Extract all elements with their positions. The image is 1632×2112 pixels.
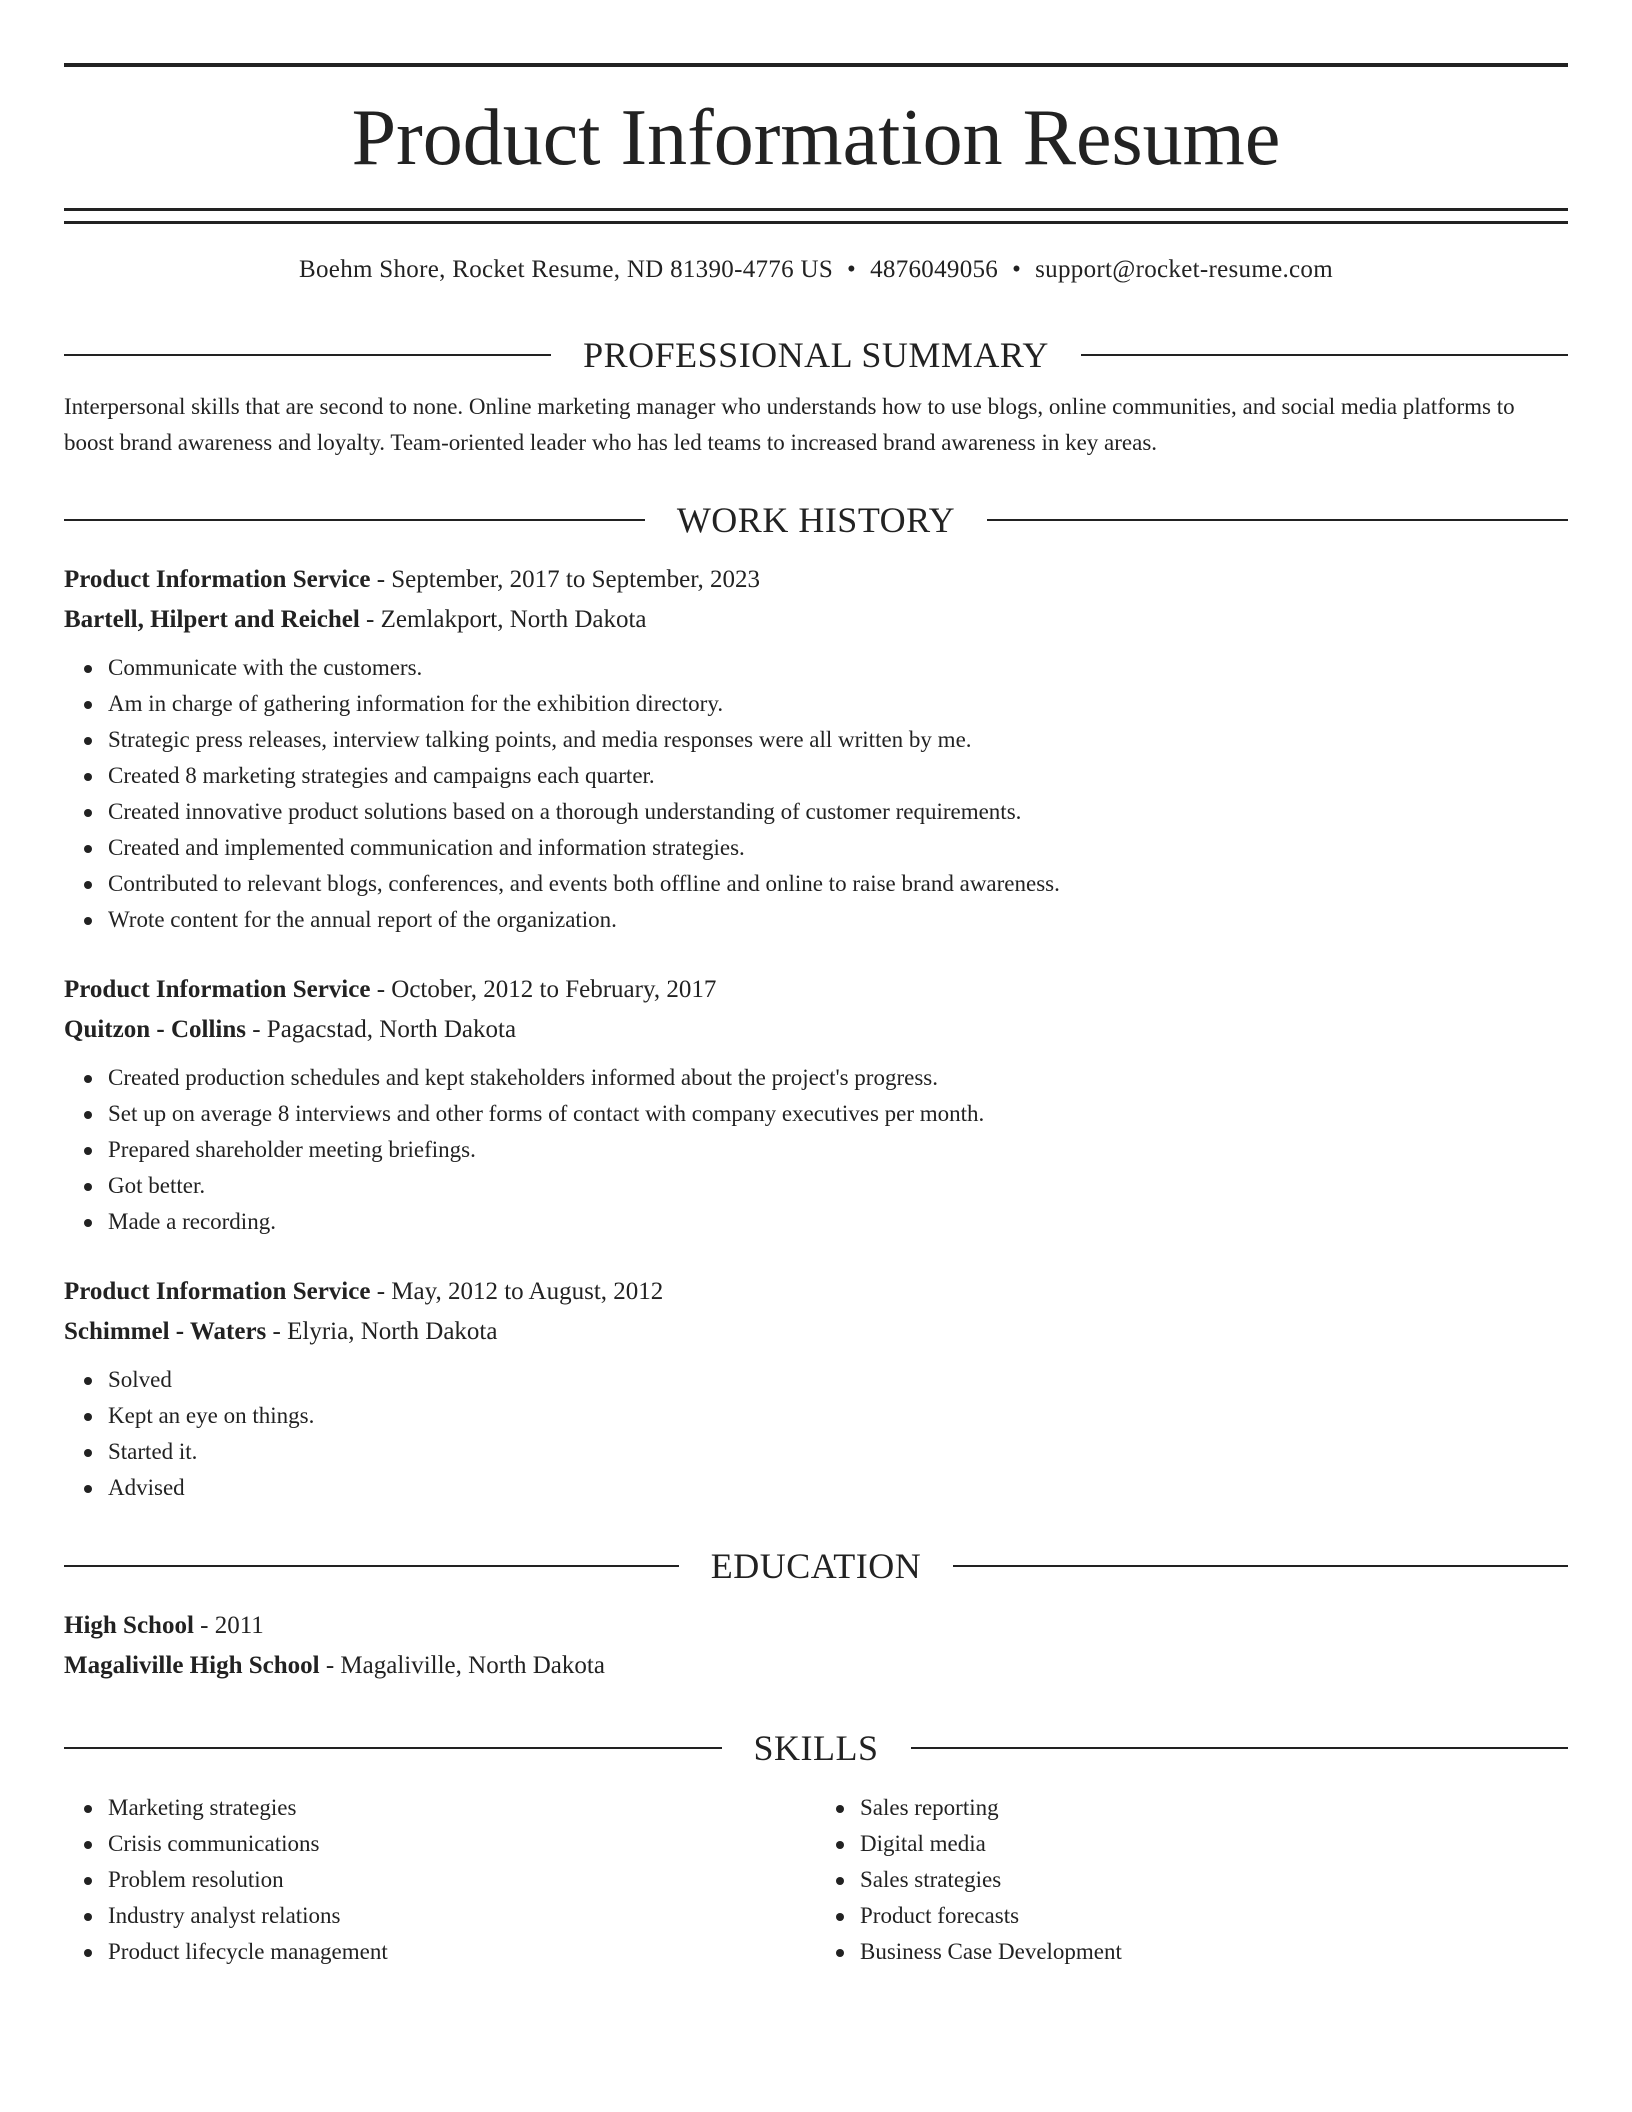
list-item: Strategic press releases, interview talking points, and media responses were all written by me. bbox=[108, 722, 1568, 758]
job-entry bbox=[64, 970, 1568, 1240]
skill-item: Product lifecycle management bbox=[108, 1934, 816, 1970]
list-item: Communicate with the customers. bbox=[108, 650, 1568, 686]
job-entry bbox=[64, 1272, 1568, 1506]
list-item: Solved bbox=[108, 1362, 1568, 1398]
list-item: Prepared shareholder meeting briefings. bbox=[108, 1132, 1568, 1168]
school-line bbox=[64, 1646, 1568, 1686]
heading-rule bbox=[1081, 354, 1568, 356]
job-dates: - September, 2017 to September, 2023 bbox=[370, 566, 761, 593]
heading-rule bbox=[953, 1565, 1568, 1567]
degree: High School bbox=[64, 1612, 194, 1639]
contact-separator: • bbox=[1012, 256, 1022, 283]
job-role: Product Information Service bbox=[64, 566, 371, 593]
job-title-line bbox=[64, 560, 1568, 600]
school-location: - Magaliville, North Dakota bbox=[319, 1652, 605, 1679]
job-company-line bbox=[64, 1312, 1568, 1352]
summary-heading bbox=[64, 333, 1568, 377]
job-company-line bbox=[64, 1010, 1568, 1050]
email: support@rocket-resume.com bbox=[1035, 256, 1333, 283]
job-dates: - October, 2012 to February, 2017 bbox=[370, 976, 717, 1003]
work-history-section bbox=[64, 498, 1568, 1506]
job-entry bbox=[64, 560, 1568, 938]
skill-item: Product forecasts bbox=[860, 1898, 1568, 1934]
list-item: Started it. bbox=[108, 1434, 1568, 1470]
job-location: - Elyria, North Dakota bbox=[266, 1318, 498, 1345]
job-company: Schimmel - Waters bbox=[64, 1318, 267, 1345]
section-title: SKILLS bbox=[753, 1728, 879, 1768]
skills-right-list bbox=[816, 1790, 1568, 1970]
section-title: PROFESSIONAL SUMMARY bbox=[583, 335, 1049, 375]
skill-item: Digital media bbox=[860, 1826, 1568, 1862]
job-company-line bbox=[64, 600, 1568, 640]
skill-item: Business Case Development bbox=[860, 1934, 1568, 1970]
list-item: Created 8 marketing strategies and campaigns each quarter. bbox=[108, 758, 1568, 794]
contact-separator: • bbox=[847, 256, 857, 283]
school-name: Magaliville High School bbox=[64, 1652, 320, 1679]
section-title: EDUCATION bbox=[710, 1546, 922, 1586]
education-entry bbox=[64, 1606, 1568, 1686]
list-item: Contributed to relevant blogs, conferences, and events both offline and online to raise brand awareness. bbox=[108, 866, 1568, 902]
job-location: - Pagacstad, North Dakota bbox=[245, 1016, 517, 1043]
heading-rule bbox=[64, 519, 645, 521]
job-company: Quitzon - Collins bbox=[64, 1016, 246, 1043]
heading-rule bbox=[64, 1747, 722, 1749]
list-item: Advised bbox=[108, 1470, 1568, 1506]
job-bullets bbox=[64, 1060, 1568, 1240]
job-company: Bartell, Hilpert and Reichel bbox=[64, 606, 360, 633]
job-role: Product Information Service bbox=[64, 1278, 371, 1305]
resume-title: Product Information Resume bbox=[351, 94, 1281, 182]
heading-rule bbox=[987, 519, 1568, 521]
heading-rule bbox=[64, 354, 551, 356]
heading-rule bbox=[911, 1747, 1569, 1749]
summary-text: Interpersonal skills that are second to none. Online marketing manager who understands how to use blogs, online communities, and social media platforms to boost brand awareness and loyalty. Team-oriented leader who has led teams to increased brand awareness in key areas. bbox=[64, 394, 1515, 455]
job-bullets bbox=[64, 1362, 1568, 1506]
job-bullets bbox=[64, 650, 1568, 938]
heading-rule bbox=[64, 1565, 679, 1567]
address: Boehm Shore, Rocket Resume, ND 81390-4776 US bbox=[299, 256, 834, 283]
skill-item: Problem resolution bbox=[108, 1862, 816, 1898]
skills-section bbox=[64, 1726, 1568, 1970]
graduation-year: - 2011 bbox=[193, 1612, 264, 1639]
job-role: Product Information Service bbox=[64, 976, 371, 1003]
list-item: Kept an eye on things. bbox=[108, 1398, 1568, 1434]
double-rule bbox=[64, 208, 1568, 224]
skills-columns bbox=[64, 1780, 1568, 1970]
list-item: Am in charge of gathering information for the exhibition directory. bbox=[108, 686, 1568, 722]
section-title: WORK HISTORY bbox=[676, 500, 956, 540]
phone: 4876049056 bbox=[870, 256, 999, 283]
skills-left-list bbox=[64, 1790, 816, 1970]
list-item: Wrote content for the annual report of the organization. bbox=[108, 902, 1568, 938]
job-title-line bbox=[64, 970, 1568, 1010]
top-rule bbox=[64, 63, 1568, 67]
job-location: - Zemlakport, North Dakota bbox=[359, 606, 647, 633]
list-item: Got better. bbox=[108, 1168, 1568, 1204]
skill-item: Sales strategies bbox=[860, 1862, 1568, 1898]
skill-item: Marketing strategies bbox=[108, 1790, 816, 1826]
skill-item: Crisis communications bbox=[108, 1826, 816, 1862]
list-item: Made a recording. bbox=[108, 1204, 1568, 1240]
job-title-line bbox=[64, 1272, 1568, 1312]
skill-item: Sales reporting bbox=[860, 1790, 1568, 1826]
summary-section bbox=[64, 333, 1568, 461]
education-heading bbox=[64, 1544, 1568, 1588]
education-section bbox=[64, 1544, 1568, 1686]
list-item: Set up on average 8 interviews and other forms of contact with company executives per month. bbox=[108, 1096, 1568, 1132]
list-item: Created production schedules and kept stakeholders informed about the project's progress. bbox=[108, 1060, 1568, 1096]
degree-line bbox=[64, 1606, 1568, 1646]
list-item: Created and implemented communication and information strategies. bbox=[108, 830, 1568, 866]
skill-item: Industry analyst relations bbox=[108, 1898, 816, 1934]
skills-heading bbox=[64, 1726, 1568, 1770]
job-dates: - May, 2012 to August, 2012 bbox=[370, 1278, 664, 1305]
contact-line bbox=[64, 254, 1568, 286]
work-heading bbox=[64, 498, 1568, 542]
list-item: Created innovative product solutions based on a thorough understanding of customer requirements. bbox=[108, 794, 1568, 830]
